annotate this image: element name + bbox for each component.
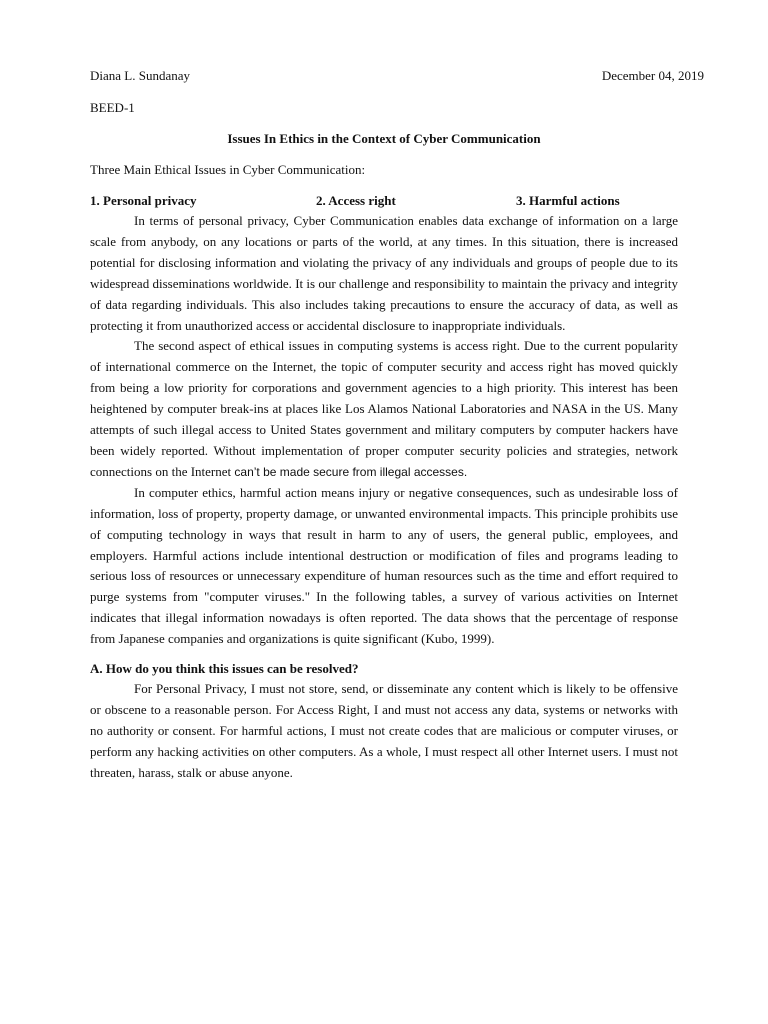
paragraph-personal-privacy: In terms of personal privacy, Cyber Communication enables data exchange of information on a large scale from anybody, on any locations or parts of the world, at any times. In this situation, there is increased potential for disclosing information and violating the privacy of any individuals and groups of people due to its widespread disseminations worldwide. It is our challenge and responsibility to maintain the privacy and integrity of data regarding individuals. This also includes taking precautions to ensure the accuracy of data, as well as protecting it from unauthorized access or accidental disclosure to inappropriate individuals. — [90, 213, 678, 333]
document-body — [90, 66, 704, 784]
paragraph-answer: For Personal Privacy, I must not store, send, or disseminate any content which is likely to be offensive or obscene to a reasonable person. For Access Right, I and must not access any data, systems or networks with no authority or consent. For harmful actions, I must not create codes that are malicious or computer viruses, or perform any hacking activities on other computers. As a whole, I must respect all other Internet users. I must not threaten, harass, stalk or abuse anyone. — [90, 681, 678, 780]
question-heading: A. How do you think this issues can be resolved? — [90, 661, 359, 677]
paragraph-access-right — [90, 336, 678, 482]
paragraph-access-right-main: The second aspect of ethical issues in computing systems is access right. Due to the current popularity of international commerce on the Internet, the topic of computer security and access right has moved quickly from being a low priority for corporations and government agencies to a high priority. This interest has been heightened by computer break-ins at places like Los Alamos National Laboratories and NASA in the US. Many attempts of such illegal access to United States government and military computers by computer hackers have been widely reported. Without implementation of proper computer security policies and strategies, network connections on the Internet — [90, 338, 678, 479]
issue-item-personal-privacy: 1. Personal privacy — [90, 193, 197, 208]
issue-item-harmful-actions: 3. Harmful actions — [516, 193, 620, 208]
course-code: BEED-1 — [90, 100, 135, 115]
paragraph-harmful-actions: In computer ethics, harmful action means injury or negative consequences, such as undesirable loss of information, loss of property, property damage, or unwanted environmental impacts. This principle prohibits use of computing technology in ways that result in harm to any of users, the general public, employees, and employers. Harmful actions include intentional destruction or modification of files and programs leading to serious loss of resources or unnecessary expenditure of human resources such as the time and effort required to purge systems from "computer viruses." In the following tables, a survey of various activities on Internet indicates that illegal information nowadays is often reported. The data shows that the percentage of response from Japanese companies and organizations is quite significant (Kubo, 1999). — [90, 484, 678, 647]
paragraph-access-right-tail: can’t be made secure from illegal accesses. — [234, 464, 468, 479]
issues-list — [90, 191, 678, 211]
author-name: Diana L. Sundanay — [90, 68, 191, 83]
issue-item-access-right: 2. Access right — [316, 193, 396, 208]
document-title: Issues In Ethics in the Context of Cyber Communication — [227, 131, 541, 146]
document-date: December 04, 2019 — [601, 68, 704, 83]
intro-line: Three Main Ethical Issues in Cyber Communication: — [90, 162, 366, 177]
header-row — [90, 66, 704, 86]
